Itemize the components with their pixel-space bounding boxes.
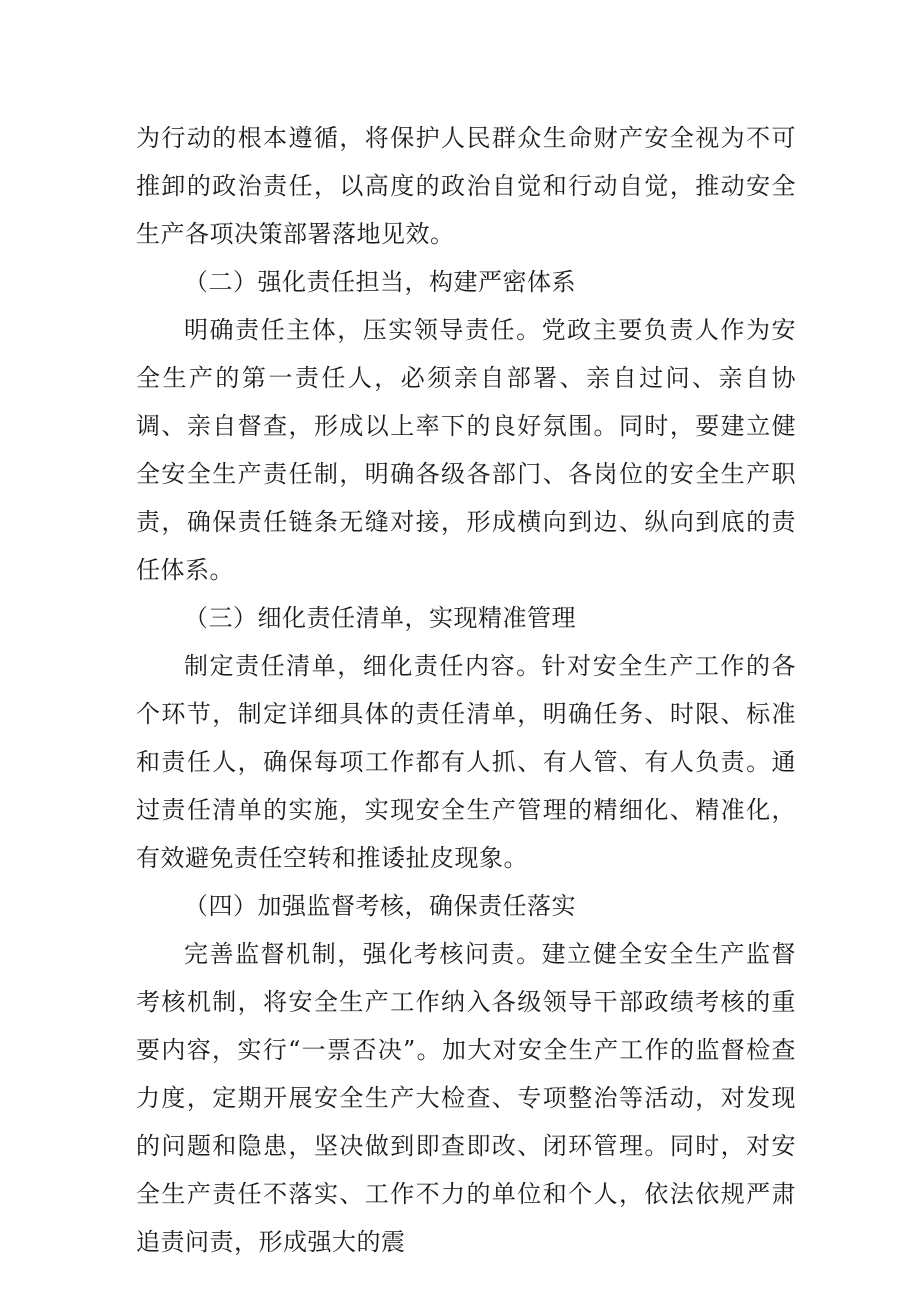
paragraph-section-2: 明确责任主体，压实领导责任。党政主要负责人作为安全生产的第一责任人，必须亲自部署、亲自过问、亲自协调、亲自督查，形成以上率下的良好氛围。同时，要建立健全安全生产责任制，明确各级各部门、各岗位的安全生产职责，确保责任链条无缝对接，形成横向到边、纵向到底的责任体系。 bbox=[136, 316, 796, 584]
paragraph-section-3: 制定责任清单，细化责任内容。针对安全生产工作的各个环节，制定详细具体的责任清单，明确任务、时限、标准和责任人，确保每项工作都有人抓、有人管、有人负责。通过责任清单的实施，实现安全生产管理的精细化、精准化，有效避免责任空转和推诿扯皮现象。 bbox=[136, 652, 796, 872]
paragraph-intro-continuation: 为行动的根本遵循，将保护人民群众生命财产安全视为不可推卸的政治责任，以高度的政治自觉和行动自觉，推动安全生产各项决策部署落地见效。 bbox=[136, 124, 796, 248]
section-heading-4: （四）加强监督考核，确保责任落实 bbox=[184, 892, 576, 920]
paragraph-section-4: 完善监督机制，强化考核问责。建立健全安全生产监督考核机制，将安全生产工作纳入各级领导干部政绩考核的重要内容，实行“一票否决”。加大对安全生产工作的监督检查力度，定期开展安全生产大检查、专项整治等活动，对发现的问题和隐患，坚决做到即查即改、闭环管理。同时，对安全生产责任不落实、工作不力的单位和个人，依法依规严肃追责问责，形成强大的震 bbox=[136, 940, 796, 1256]
document-body bbox=[136, 114, 796, 1266]
section-heading-3: （三）细化责任清单，实现精准管理 bbox=[184, 604, 576, 632]
section-heading-2: （二）强化责任担当，构建严密体系 bbox=[184, 268, 576, 296]
